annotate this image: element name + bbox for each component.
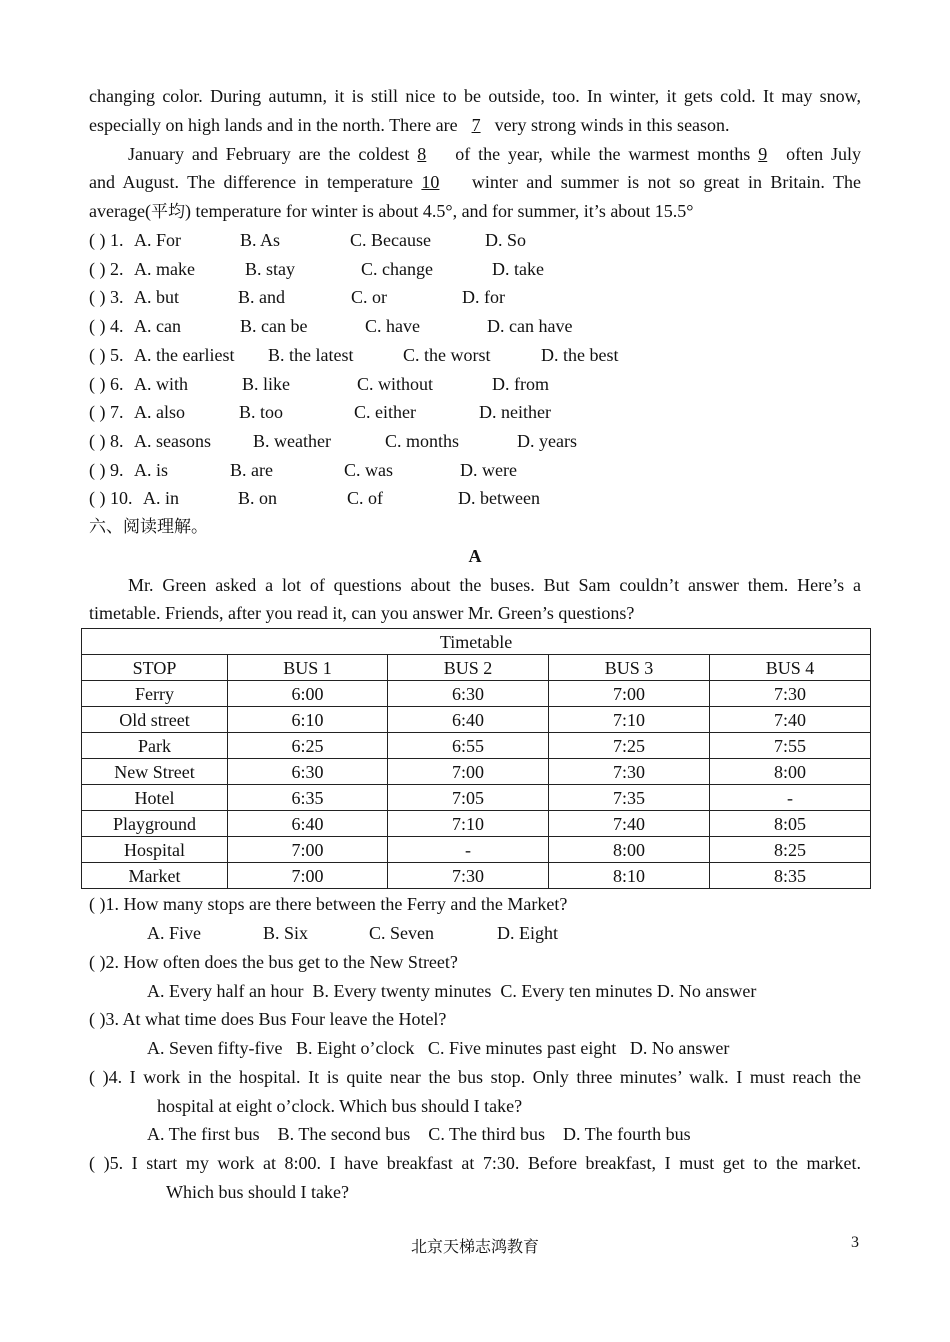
timetable-header-row xyxy=(82,655,871,681)
section-heading: 六、阅读理解。 xyxy=(89,517,208,537)
question-number: ( ) 10. xyxy=(89,488,133,508)
cloze-question xyxy=(0,230,950,250)
option-b: B. on xyxy=(238,488,278,508)
reading-question-1-options xyxy=(0,923,950,943)
table-row xyxy=(82,837,871,863)
option-a: A. is xyxy=(134,460,169,480)
option-d: D. neither xyxy=(479,402,551,422)
cloze-question xyxy=(0,374,950,394)
option-a: A. make xyxy=(134,259,195,279)
reading-question-3-stem: ( )3. At what time does Bus Four leave the Hotel? xyxy=(89,1009,447,1029)
passage-cjk-text: 平均 xyxy=(150,202,185,222)
passage-text: and August. The difference in temperature xyxy=(89,172,413,192)
passage-text: very strong winds in this season. xyxy=(494,115,730,135)
reading-question-4-stem-line-2: hospital at eight o’clock. Which bus should I take? xyxy=(157,1096,523,1116)
option-c: C. months xyxy=(385,431,460,451)
blank-7: 7 xyxy=(471,115,481,135)
option-c: C. or xyxy=(351,287,387,307)
passage-line-4 xyxy=(89,172,861,192)
option-c: C. Because xyxy=(350,230,431,250)
reading-question-4-options: A. The first bus B. The second bus C. The third bus D. The fourth bus xyxy=(147,1124,691,1144)
table-row xyxy=(82,681,871,707)
cloze-question xyxy=(0,345,950,365)
header-cell: BUS 4 xyxy=(710,655,871,681)
option-b: B. the latest xyxy=(268,345,354,365)
table-row xyxy=(82,759,871,785)
time-cell: 6:40 xyxy=(388,707,549,733)
time-cell: 6:00 xyxy=(228,681,388,707)
time-cell: 7:00 xyxy=(228,837,388,863)
passage-line-2 xyxy=(89,115,861,135)
cloze-question xyxy=(0,431,950,451)
stop-cell: Old street xyxy=(82,707,228,733)
stop-cell: New Street xyxy=(82,759,228,785)
option-a: A. For xyxy=(134,230,182,250)
question-number: ( ) 7. xyxy=(89,402,124,422)
time-cell: 7:25 xyxy=(549,733,710,759)
option-a: A. in xyxy=(143,488,179,508)
time-cell: 7:00 xyxy=(549,681,710,707)
time-cell: 7:00 xyxy=(228,863,388,889)
question-number: ( ) 9. xyxy=(89,460,124,480)
time-cell: 7:30 xyxy=(549,759,710,785)
question-number: ( ) 8. xyxy=(89,431,124,451)
option-a: A. with xyxy=(134,374,188,394)
option-a: A. seasons xyxy=(134,431,211,451)
table-row xyxy=(82,733,871,759)
stop-cell: Market xyxy=(82,863,228,889)
reading-question-2-options: A. Every half an hour B. Every twenty minutes C. Every ten minutes D. No answer xyxy=(147,981,757,1001)
option-a: A. can xyxy=(134,316,181,336)
cloze-question xyxy=(0,287,950,307)
stop-cell: Park xyxy=(82,733,228,759)
option-b: B. weather xyxy=(253,431,331,451)
intro-line-2: timetable. Friends, after you read it, can you answer Mr. Green’s questions? xyxy=(89,603,635,623)
option-a: A. but xyxy=(134,287,179,307)
option-a: A. the earliest xyxy=(134,345,235,365)
option-c: C. either xyxy=(354,402,416,422)
passage-text: of the year, while the warmest months xyxy=(455,144,751,164)
option-d: D. Eight xyxy=(497,923,558,943)
time-cell: 7:05 xyxy=(388,785,549,811)
table-row xyxy=(82,785,871,811)
option-d: D. take xyxy=(492,259,544,279)
table-row xyxy=(82,863,871,889)
table-row xyxy=(82,811,871,837)
option-c: C. the worst xyxy=(403,345,491,365)
reading-question-1-stem: ( )1. How many stops are there between the Ferry and the Market? xyxy=(89,894,568,914)
stop-cell: Playground xyxy=(82,811,228,837)
option-d: D. were xyxy=(460,460,517,480)
passage-text: especially on high lands and in the north. There are xyxy=(89,115,458,135)
reading-question-2-stem: ( )2. How often does the bus get to the New Street? xyxy=(89,952,458,972)
reading-question-3-options: A. Seven fifty-five B. Eight o’clock C. Five minutes past eight D. No answer xyxy=(147,1038,730,1058)
option-c: C. change xyxy=(361,259,433,279)
page-number: 3 xyxy=(851,1234,859,1251)
option-c: C. was xyxy=(344,460,393,480)
cloze-question xyxy=(0,488,950,508)
time-cell: 7:00 xyxy=(388,759,549,785)
blank-10: 10 xyxy=(421,172,440,192)
option-b: B. too xyxy=(239,402,284,422)
option-d: D. for xyxy=(462,287,505,307)
time-cell: - xyxy=(388,837,549,863)
question-number: ( ) 5. xyxy=(89,345,124,365)
option-c: C. Seven xyxy=(369,923,434,943)
option-b: B. and xyxy=(238,287,285,307)
passage-text: January and February are the coldest xyxy=(128,144,410,164)
reading-question-5-stem-line-1: ( )5. I start my work at 8:00. I have breakfast at 7:30. Before breakfast, I must get to the market. xyxy=(89,1153,861,1173)
time-cell: 7:55 xyxy=(710,733,871,759)
cloze-question xyxy=(0,259,950,279)
option-c: C. without xyxy=(357,374,434,394)
time-cell: 7:30 xyxy=(388,863,549,889)
question-number: ( ) 6. xyxy=(89,374,124,394)
cloze-question xyxy=(0,316,950,336)
time-cell: 6:30 xyxy=(388,681,549,707)
time-cell: 8:00 xyxy=(549,837,710,863)
option-a: A. also xyxy=(134,402,185,422)
reading-question-4-stem-line-1: ( )4. I work in the hospital. It is quite near the bus stop. Only three minutes’ walk. I must reach the xyxy=(89,1067,861,1087)
option-a: A. Five xyxy=(147,923,201,943)
cloze-question xyxy=(0,460,950,480)
time-cell: 6:55 xyxy=(388,733,549,759)
time-cell: 7:40 xyxy=(549,811,710,837)
blank-8: 8 xyxy=(417,144,427,164)
passage-line-5 xyxy=(89,201,861,222)
cloze-question xyxy=(0,402,950,422)
header-cell: BUS 1 xyxy=(228,655,388,681)
time-cell: 8:05 xyxy=(710,811,871,837)
time-cell: 7:40 xyxy=(710,707,871,733)
question-number: ( ) 2. xyxy=(89,259,124,279)
header-cell: BUS 3 xyxy=(549,655,710,681)
option-d: D. the best xyxy=(541,345,619,365)
option-b: B. stay xyxy=(245,259,296,279)
header-cell: BUS 2 xyxy=(388,655,549,681)
timetable-title-row xyxy=(82,629,871,655)
timetable-title: Timetable xyxy=(82,629,871,655)
option-d: D. between xyxy=(458,488,540,508)
header-cell: STOP xyxy=(82,655,228,681)
time-cell: - xyxy=(710,785,871,811)
option-b: B. can be xyxy=(240,316,308,336)
option-b: B. Six xyxy=(263,923,309,943)
passage-text: often July xyxy=(786,144,862,164)
reading-question-5-stem-line-2: Which bus should I take? xyxy=(166,1182,349,1202)
option-c: C. have xyxy=(365,316,420,336)
stop-cell: Hospital xyxy=(82,837,228,863)
option-d: D. years xyxy=(517,431,577,451)
option-b: B. As xyxy=(240,230,281,250)
question-number: ( ) 1. xyxy=(89,230,124,250)
time-cell: 6:25 xyxy=(228,733,388,759)
table-row xyxy=(82,707,871,733)
passage-line-3 xyxy=(128,144,861,164)
time-cell: 7:35 xyxy=(549,785,710,811)
passage-text: ) temperature for winter is about 4.5°, and for summer, it’s about 15.5° xyxy=(184,201,694,221)
time-cell: 6:30 xyxy=(228,759,388,785)
intro-line-1: Mr. Green asked a lot of questions about the buses. But Sam couldn’t answer them. Here’s a xyxy=(128,575,861,595)
blank-9: 9 xyxy=(758,144,768,164)
timetable xyxy=(81,628,871,889)
question-number: ( ) 4. xyxy=(89,316,124,336)
part-label: A xyxy=(468,546,482,566)
time-cell: 7:10 xyxy=(388,811,549,837)
time-cell: 7:10 xyxy=(549,707,710,733)
option-b: B. like xyxy=(242,374,290,394)
question-number: ( ) 3. xyxy=(89,287,124,307)
stop-cell: Hotel xyxy=(82,785,228,811)
option-d: D. from xyxy=(492,374,549,394)
stop-cell: Ferry xyxy=(82,681,228,707)
passage-text: average( xyxy=(89,201,151,221)
time-cell: 6:10 xyxy=(228,707,388,733)
time-cell: 7:30 xyxy=(710,681,871,707)
time-cell: 6:40 xyxy=(228,811,388,837)
time-cell: 6:35 xyxy=(228,785,388,811)
option-c: C. of xyxy=(347,488,383,508)
time-cell: 8:35 xyxy=(710,863,871,889)
option-d: D. can have xyxy=(487,316,573,336)
time-cell: 8:10 xyxy=(549,863,710,889)
option-b: B. are xyxy=(230,460,273,480)
passage-line-1: changing color. During autumn, it is still nice to be outside, too. In winter, it gets cold. It may snow, xyxy=(89,86,861,106)
footer-publisher: 北京天梯志鸿教育 xyxy=(410,1237,539,1256)
time-cell: 8:25 xyxy=(710,837,871,863)
passage-text: winter and summer is not so great in Britain. The xyxy=(471,172,862,192)
option-d: D. So xyxy=(485,230,527,250)
time-cell: 8:00 xyxy=(710,759,871,785)
